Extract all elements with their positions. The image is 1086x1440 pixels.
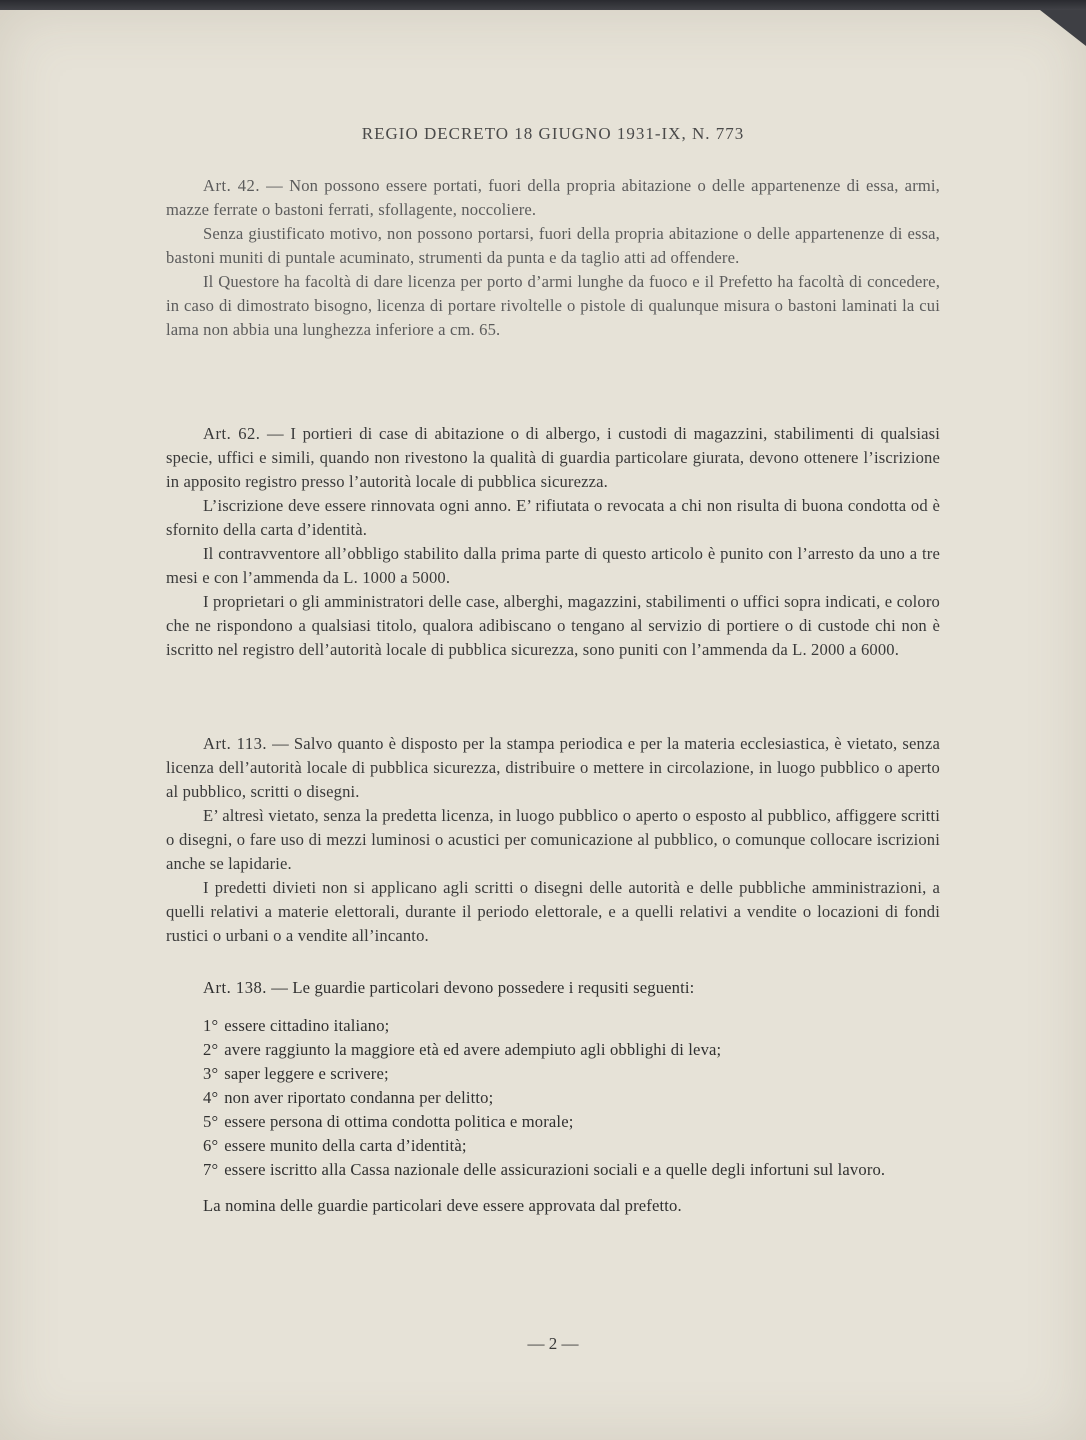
page-header: REGIO DECRETO 18 GIUGNO 1931-IX, N. 773 <box>361 124 745 143</box>
requirement-number: 5° <box>203 1112 219 1131</box>
em-dash: — <box>272 734 289 753</box>
requirement-item <box>166 1086 940 1110</box>
article-62-paragraph-3: Il contravventore all’obbligo stabilito dalla prima parte di questo articolo è punito con l’arresto da uno a tre mesi e con l’ammenda da L. 1000 a 5000. <box>166 544 940 587</box>
article-42 <box>166 174 940 342</box>
requirement-text: non aver riportato condanna per delitto; <box>224 1088 494 1107</box>
article-62-number: Art. 62. <box>203 424 261 443</box>
requirement-item <box>166 1038 940 1062</box>
requirement-text: essere cittadino italiano; <box>224 1016 390 1035</box>
requirement-number: 1° <box>203 1016 219 1035</box>
em-dash: — <box>267 424 284 443</box>
requirement-number: 4° <box>203 1088 219 1107</box>
article-42-paragraph-1 <box>166 174 940 222</box>
requirement-item <box>166 1134 940 1158</box>
article-42-text-1: Non possono essere portati, fuori della propria abitazione o delle appartenenze di essa, armi, mazze ferrate o bastoni ferrati, sfollagente, noccoliere. <box>166 176 940 219</box>
requirement-item <box>166 1158 940 1182</box>
page-number: — 2 — <box>527 1334 579 1353</box>
page-corner <box>1040 10 1086 46</box>
requirements-list <box>166 1014 940 1182</box>
article-42-paragraph-2: Senza giustificato motivo, non possono portarsi, fuori della propria abitazione o delle appartenenze di essa, bastoni muniti di puntale acuminato, strumenti da punta e da taglio atti ad offendere. <box>166 224 940 267</box>
article-113-paragraph-3: I predetti divieti non si applicano agli scritti o disegni delle autorità e delle pubbliche amministrazioni, a quelli relativi a materie elettorali, durante il periodo elettorale, e a quelli relativi a vendite o locazioni di fondi rustici o urbani o a vendite all’incanto. <box>166 878 940 945</box>
requirement-item <box>166 1014 940 1038</box>
article-138 <box>166 976 940 1218</box>
article-62 <box>166 422 940 662</box>
article-113-paragraph-2: E’ altresì vietato, senza la predetta licenza, in luogo pubblico o aperto o esposto al pubblico, affiggere scritti o disegni, o fare uso di mezzi luminosi o acustici per comunicazione al pubblico, o comunque collocare iscrizioni anche se lapidarie. <box>166 806 940 873</box>
document-page <box>0 10 1086 1440</box>
em-dash: — <box>266 176 283 195</box>
article-138-intro <box>166 976 940 1000</box>
article-138-number: Art. 138. <box>203 978 267 997</box>
article-62-paragraph-1 <box>166 422 940 494</box>
requirement-text: saper leggere e scrivere; <box>224 1064 389 1083</box>
requirement-item <box>166 1110 940 1134</box>
article-113-number: Art. 113. <box>203 734 268 753</box>
article-62-text-1: I portieri di case di abitazione o di albergo, i custodi di magazzini, stabilimenti di qualsiasi specie, uffici e simili, quando non rivestono la qualità di guardia particolare giurata, devono ottenere l’iscrizione in apposito registro presso l’autorità locale di pubblica sicurezza. <box>166 424 940 491</box>
article-42-number: Art. 42. <box>203 176 261 195</box>
requirement-text: avere raggiunto la maggiore età ed avere adempiuto agli obblighi di leva; <box>224 1040 722 1059</box>
requirement-text: essere persona di ottima condotta politica e morale; <box>224 1112 574 1131</box>
requirement-text: essere iscritto alla Cassa nazionale delle assicurazioni sociali e a quelle degli infortuni sul lavoro. <box>224 1160 886 1179</box>
article-42-paragraph-3: Il Questore ha facoltà di dare licenza per porto d’armi lunghe da fuoco e il Prefetto ha facoltà di concedere, in caso di dimostrato bisogno, licenza di portare rivoltelle o pistole di qualunque misura o bastoni laminati la cui lama non abbia una lunghezza inferiore a cm. 65. <box>166 272 940 339</box>
requirement-number: 2° <box>203 1040 219 1059</box>
article-113-paragraph-1 <box>166 732 940 804</box>
article-62-paragraph-4: I proprietari o gli amministratori delle case, alberghi, magazzini, stabilimenti o uffici sopra indicati, e coloro che ne rispondono a qualsiasi titolo, qualora adibiscano o tengano al servizio di portiere o di custode chi non è iscritto nel registro dell’autorità locale di pubblica sicurezza, sono puniti con l’ammenda da L. 2000 a 6000. <box>166 592 940 659</box>
article-138-intro-text: Le guardie particolari devono possedere i requsiti seguenti: <box>292 978 695 997</box>
requirement-item <box>166 1062 940 1086</box>
requirement-number: 7° <box>203 1160 219 1179</box>
article-62-paragraph-2: L’iscrizione deve essere rinnovata ogni anno. E’ rifiutata o revocata a chi non risulta di buona condotta od è sfornito della carta d’identità. <box>166 496 940 539</box>
article-138-closing: La nomina delle guardie particolari deve essere approvata dal prefetto. <box>203 1196 682 1215</box>
requirement-text: essere munito della carta d’identità; <box>224 1136 467 1155</box>
em-dash: — <box>271 978 289 997</box>
article-113-text-1: Salvo quanto è disposto per la stampa periodica e per la materia ecclesiastica, è vietato, senza licenza dell’autorità locale di pubblica sicurezza, distribuire o mettere in circolazione, in luogo pubblico o aperto al pubblico, scritti o disegni. <box>166 734 940 801</box>
requirement-number: 3° <box>203 1064 219 1083</box>
article-113 <box>166 732 940 948</box>
requirement-number: 6° <box>203 1136 219 1155</box>
